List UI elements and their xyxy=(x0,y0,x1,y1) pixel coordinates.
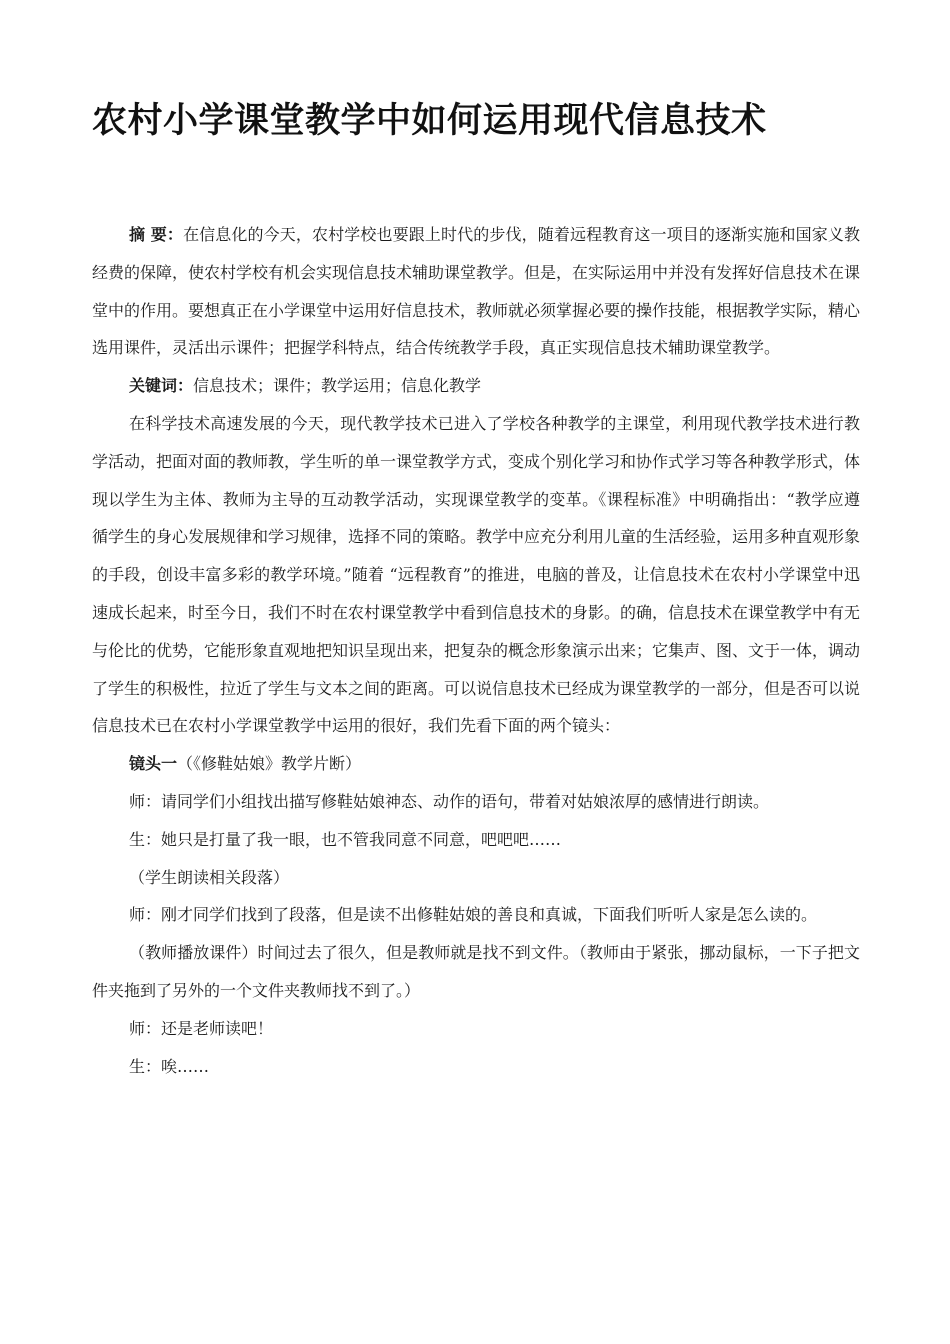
keywords-label: 关键词： xyxy=(129,376,194,396)
abstract-text: 在信息化的今天，农村学校也要跟上时代的步伐，随着远程教育这一项目的逐渐实施和国家义教经费的保障，使农村学校有机会实现信息技术辅助课堂教学。但是，在实际运用中并没有发挥好信息技术在课堂中的作用。要想真正在小学课堂中运用好信息技术，教师就必须掌握必要的操作技能，根据教学实际，精心选用课件，灵活出示课件；把握学科特点，结合传统教学手段，真正实现信息技术辅助课堂教学。 xyxy=(92,225,861,358)
dialogue-line: 师：还是老师读吧！ xyxy=(129,1018,274,1038)
dialogue-line: 师：刚才同学们找到了段落，但是读不出修鞋姑娘的善良和真诚，下面我们听听人家是怎么读的。 xyxy=(129,905,818,925)
document-body xyxy=(92,216,860,1085)
scene-subtitle: （《修鞋姑娘》教学片断） xyxy=(177,754,362,774)
dialogue-line: 师：请同学们小组找出描写修鞋姑娘神态、动作的语句，带着对姑娘浓厚的感情进行朗读。 xyxy=(129,791,770,811)
abstract-label: 摘 要： xyxy=(129,225,184,244)
dialogue-line: 生：她只是打量了我一眼，也不管我同意不同意，吧吧吧…… xyxy=(129,829,562,849)
dialogue-line: 生：唉…… xyxy=(129,1056,210,1076)
keywords-text: 信息技术；课件；教学运用；信息化教学 xyxy=(193,376,482,396)
scene-label: 镜头一 xyxy=(129,754,178,774)
intro-paragraph: 在科学技术高速发展的今天，现代教学技术已进入了学校各种教学的主课堂，利用现代教学技术进行教学活动，把面对面的教师教，学生听的单一课堂教学方式，变成个别化学习和协作式学习等各种教学形式，体现以学生为主体、教师为主导的互动教学活动，实现课堂教学的变革。《课程标准》中明确指出：“教学应遵循学生的身心发展规律和学习规律，选择不同的策略。教学中应充分利用儿童的生活经验，运用多种直观形象的手段，创设丰富多彩的教学环境。”随着 “远程教育”的推进，电脑的普及，让信息技术在农村小学课堂中迅速成长起来，时至今日，我们不时在农村课堂教学中看到信息技术的身影。的确，信息技术在课堂教学中有无与伦比的优势，它能形象直观地把知识呈现出来，把复杂的概念形象演示出来；它集声、图、文于一体，调动了学生的积极性，拉近了学生与文本之间的距离。可以说信息技术已经成为课堂教学的一部分，但是否可以说信息技术已在农村小学课堂教学中运用的很好，我们先看下面的两个镜头： xyxy=(92,413,861,736)
dialogue-line: （学生朗读相关段落） xyxy=(129,867,290,887)
dialogue-line: （教师播放课件）时间过去了很久，但是教师就是找不到文件。（教师由于紧张，挪动鼠标，一下子把文件夹拖到了另外的一个文件夹教师找不到了。） xyxy=(92,943,860,1000)
scene-heading xyxy=(92,745,860,783)
abstract-paragraph xyxy=(92,216,860,367)
keywords-paragraph xyxy=(92,367,860,405)
page-title: 农村小学课堂教学中如何运用现代信息技术 xyxy=(92,101,767,141)
